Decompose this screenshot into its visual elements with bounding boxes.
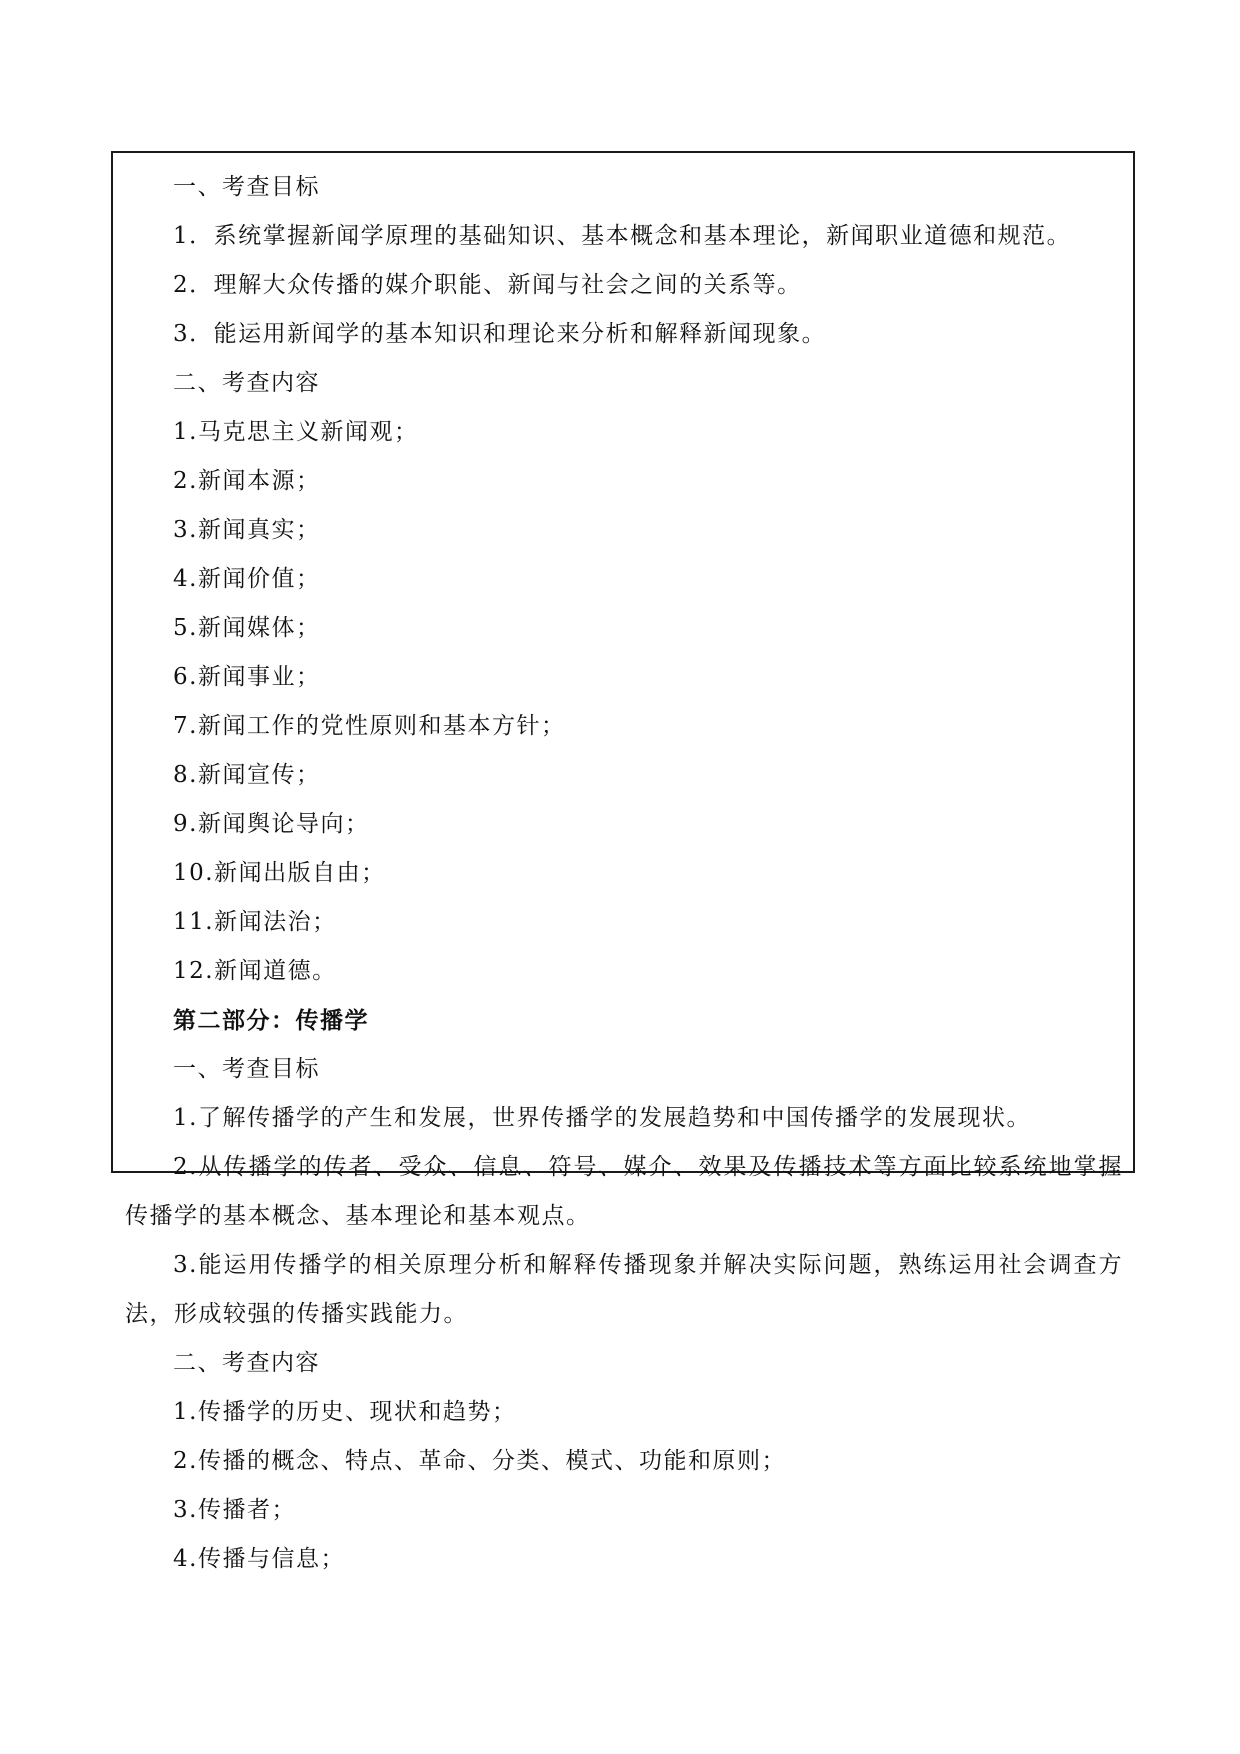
- part2-goal-1: 1.了解传播学的产生和发展，世界传播学的发展趋势和中国传播学的发展现状。: [173, 1105, 1031, 1131]
- document-frame: [111, 151, 1135, 1572]
- part1-content-heading: 二、考查内容: [173, 370, 320, 396]
- part1-goal-3: 3．能运用新闻学的基本知识和理论来分析和解释新闻现象。: [173, 321, 827, 347]
- part2-content-heading: 二、考查内容: [173, 1350, 320, 1376]
- part1-goals-heading: 一、考查目标: [173, 174, 320, 200]
- part1-content-item: 4.新闻价值；: [173, 566, 321, 592]
- part1-content-item: 10.新闻出版自由；: [173, 860, 386, 886]
- part1-content-item: 12.新闻道德。: [173, 958, 337, 984]
- part2-content-item: 2.传播的概念、特点、革命、分类、模式、功能和原则；: [173, 1448, 786, 1474]
- part1-content-item: 2.新闻本源；: [173, 468, 321, 494]
- part1-content-item: 7.新闻工作的党性原则和基本方针；: [173, 713, 566, 739]
- part1-content-item: 6.新闻事业；: [173, 664, 321, 690]
- part1-goal-1: 1．系统掌握新闻学原理的基础知识、基本概念和基本理论，新闻职业道德和规范。: [173, 223, 1072, 249]
- part1-content-item: 5.新闻媒体；: [173, 615, 321, 641]
- document-content: [125, 163, 1123, 1584]
- part1-content-item: 3.新闻真实；: [173, 517, 321, 543]
- part2-goals-heading: 一、考查目标: [173, 1056, 320, 1082]
- part2-content-item: 4.传播与信息；: [173, 1546, 345, 1572]
- part1-goal-2: 2．理解大众传播的媒介职能、新闻与社会之间的关系等。: [173, 272, 802, 298]
- part1-content-item: 8.新闻宣传；: [173, 762, 321, 788]
- part2-goal-3: 3.能运用传播学的相关原理分析和解释传播现象并解决实际问题，熟练运用社会调查方法，形成较强的传播实践能力。: [125, 1252, 1123, 1327]
- part2-title: 第二部分：传播学: [173, 1007, 369, 1034]
- part2-content-item: 3.传播者；: [173, 1497, 296, 1523]
- part2-goal-2: 2.从传播学的传者、受众、信息、符号、媒介、效果及传播技术等方面比较系统地掌握传播学的基本概念、基本理论和基本观点。: [125, 1154, 1123, 1229]
- part1-content-item: 11.新闻法治；: [173, 909, 337, 935]
- part1-content-item: 1.马克思主义新闻观；: [173, 419, 419, 445]
- part2-content-item: 1.传播学的历史、现状和趋势；: [173, 1399, 517, 1425]
- part1-content-item: 9.新闻舆论导向；: [173, 811, 370, 837]
